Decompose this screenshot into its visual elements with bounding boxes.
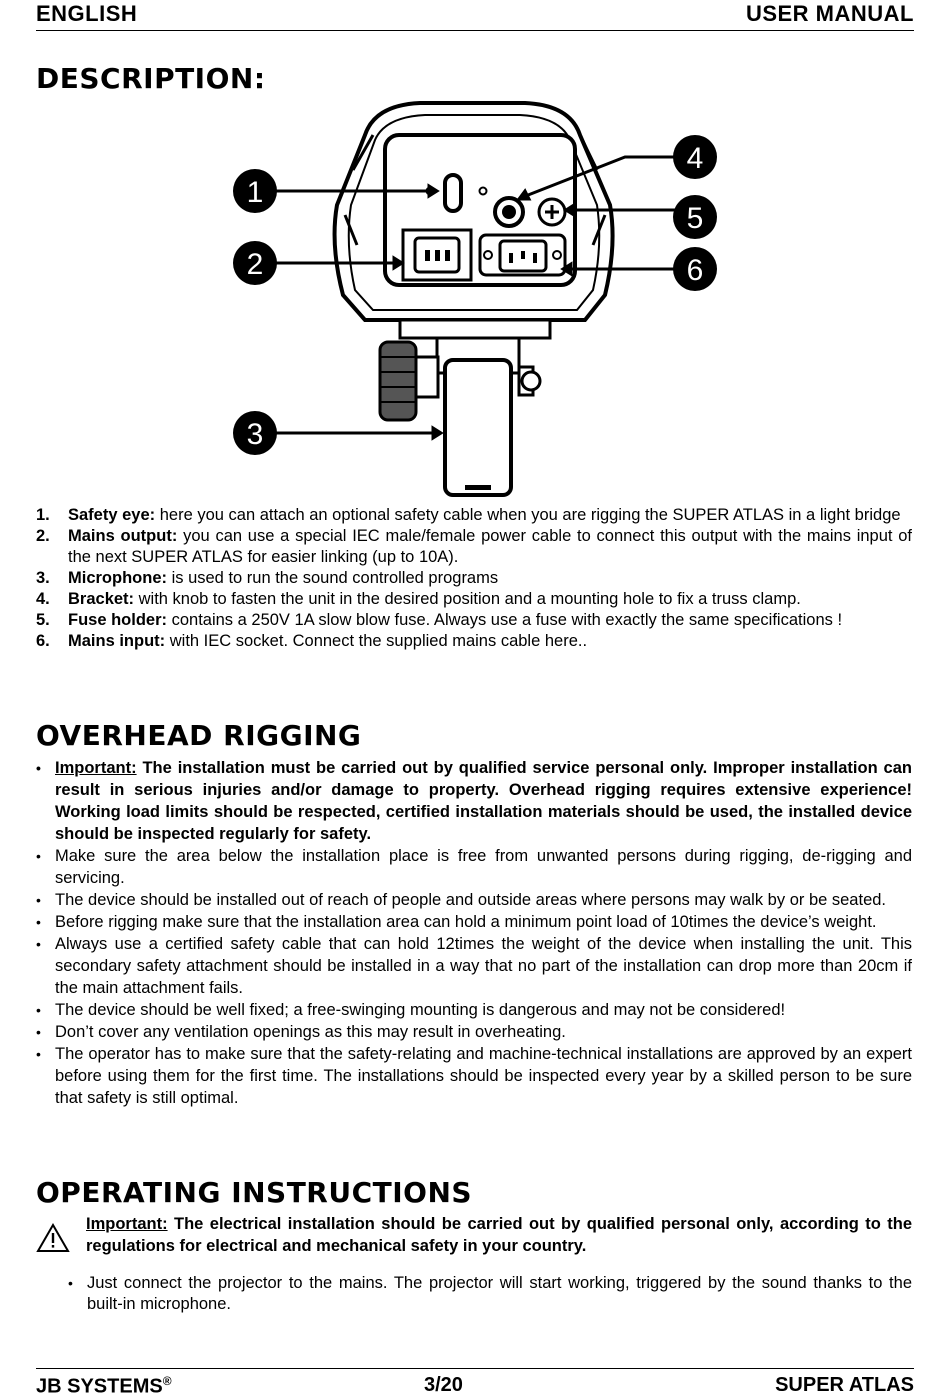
device-rear-illustration xyxy=(225,95,725,500)
callout-4: 4 xyxy=(686,142,704,175)
list-item: • The device should be installed out of reach of people and outside areas where persons may walk by or be seated. xyxy=(36,889,912,911)
operating-heading: OPERATING INSTRUCTIONS xyxy=(36,1176,473,1209)
list-item: • Important: The installation must be carried out by qualified service personal only. Improper installation can result in serious injuries and/or damage to property. Overhead rigging requires extensive experience! Working load limits should be respected, certified installation materials should be used, the installed device should be inspected regularly for safety. xyxy=(36,757,912,845)
list-item: • Always use a certified safety cable that can hold 12times the weight of the device when installing the unit. This secondary safety attachment should be installed in a way that no part of the installation can drop more than 20cm if the main attachment fails. xyxy=(36,933,912,999)
list-item: • Don’t cover any ventilation openings as this may result in overheating. xyxy=(36,1021,912,1043)
warning-icon xyxy=(36,1223,70,1253)
list-item: 2. Mains output: you can use a special IEC male/female power cable to connect this output with the mains input of the next SUPER ATLAS for easier linking (up to 10A). xyxy=(36,527,912,566)
page-footer xyxy=(36,1368,914,1398)
list-item: 5. Fuse holder: contains a 250V 1A slow blow fuse. Always use a fuse with exactly the same specifications ! xyxy=(36,611,843,629)
callout-5: 5 xyxy=(686,202,704,235)
list-item: 6. Mains input: with IEC socket. Connect the supplied mains cable here.. xyxy=(36,632,588,650)
list-item: • The operator has to make sure that the safety-relating and machine-technical installations are approved by an expert before using them for the first time. The installations should be inspected every year by a skilled person to be sure that safety is still optimal. xyxy=(36,1043,912,1109)
rigging-heading: OVERHEAD RIGGING xyxy=(36,719,362,752)
warning-block xyxy=(36,1213,912,1263)
callout-1: 1 xyxy=(246,176,264,209)
callout-6: 6 xyxy=(686,254,704,287)
list-item: • Before rigging make sure that the installation area can hold a minimum point load of 10times the device’s weight. xyxy=(36,911,912,933)
operating-list xyxy=(68,1273,912,1315)
list-item: • The device should be well fixed; a free-swinging mounting is dangerous and may not be considered! xyxy=(36,999,912,1021)
page-header xyxy=(36,0,914,31)
callout-2: 2 xyxy=(246,248,264,281)
description-heading: DESCRIPTION: xyxy=(36,62,266,95)
footer-model: SUPER ATLAS xyxy=(775,1374,914,1396)
header-title: USER MANUAL xyxy=(745,1,914,26)
list-item: • Just connect the projector to the mains. The projector will start working, triggered by the sound thanks to the built-in microphone. xyxy=(68,1273,912,1315)
page-number: 3/20 xyxy=(424,1374,463,1396)
footer-brand: JB SYSTEMS® xyxy=(36,1374,172,1398)
list-item: 1. Safety eye: here you can attach an optional safety cable when you are rigging the SUPER ATLAS in a light bridge xyxy=(36,506,901,524)
header-language: ENGLISH xyxy=(36,1,138,26)
list-item: • Make sure the area below the installation place is free from unwanted persons during rigging, de-rigging and servicing. xyxy=(36,845,912,889)
list-item: 3. Microphone: is used to run the sound controlled programs xyxy=(36,569,499,587)
warning-text: Important: The electrical installation should be carried out by qualified personal only, according to the regulations for electrical and mechanical safety in your country. xyxy=(86,1215,912,1255)
callout-3: 3 xyxy=(246,418,264,451)
parts-list xyxy=(36,505,912,652)
list-item: 4. Bracket: with knob to fasten the unit in the desired position and a mounting hole to fix a truss clamp. xyxy=(36,590,801,608)
rigging-list xyxy=(36,757,912,1109)
